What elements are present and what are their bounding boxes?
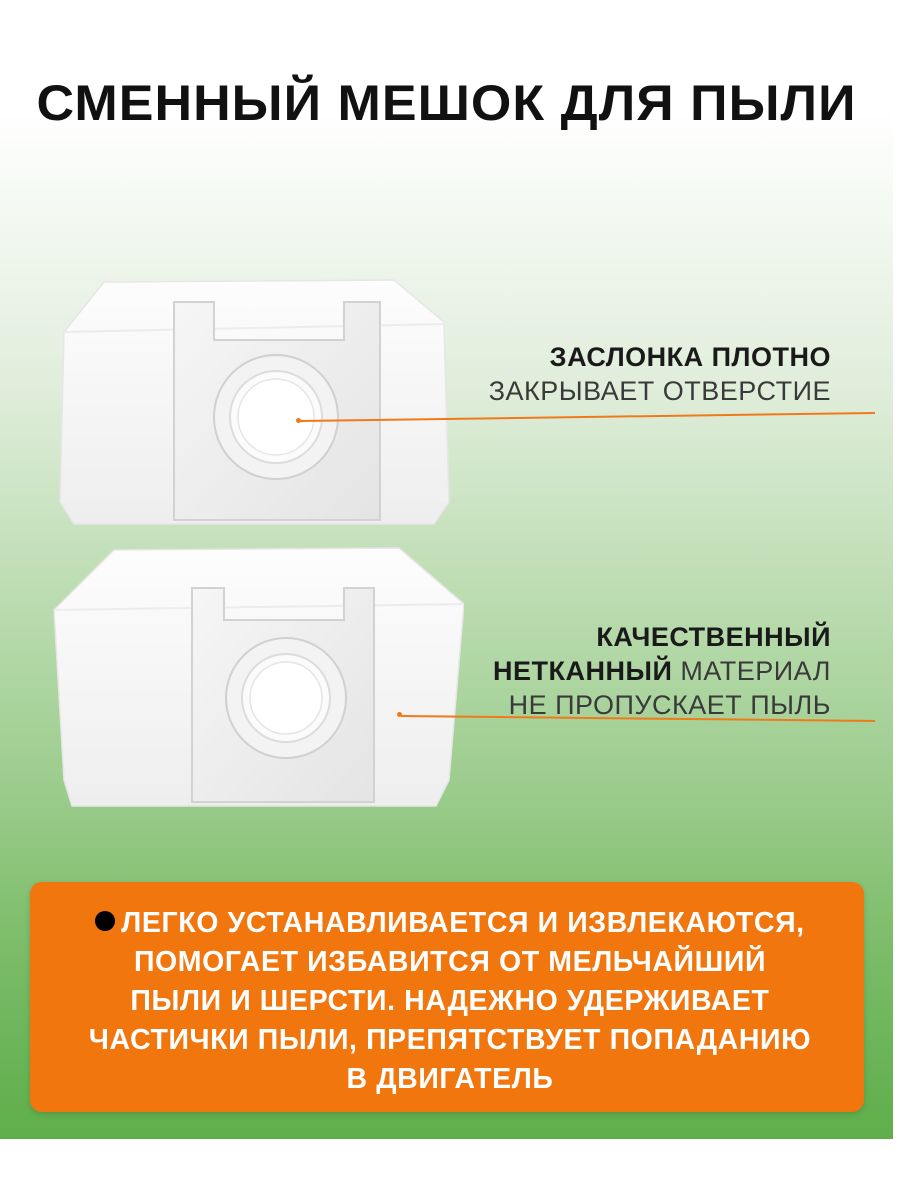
info-banner bbox=[30, 882, 864, 1112]
info-line-2: ПОМОГАЕТ ИЗБАВИТСЯ ОТ МЕЛЬЧАЙШИЙ bbox=[133, 946, 767, 978]
info-line-1-text: ЛЕГКО УСТАНАВЛИВАЕТСЯ И ИЗВЛЕКАЮТСЯ, bbox=[121, 907, 805, 939]
callout-material bbox=[493, 620, 831, 722]
info-line-5: В ДВИГАТЕЛЬ bbox=[346, 1063, 554, 1095]
info-text bbox=[50, 904, 850, 1099]
callout-flap-line1: ЗАСЛОНКА ПЛОТНО bbox=[549, 342, 831, 372]
callout-material-line2-rest: МАТЕРИАЛ bbox=[672, 656, 831, 686]
dust-bag-image-top bbox=[44, 262, 464, 532]
info-line-1 bbox=[50, 904, 850, 943]
callout-flap bbox=[489, 340, 831, 408]
page-title: СМЕННЫЙ МЕШОК ДЛЯ ПЫЛИ bbox=[36, 75, 857, 131]
callout-material-line3: НЕ ПРОПУСКАЕТ ПЫЛЬ bbox=[508, 690, 831, 720]
info-line-4: ЧАСТИЧКИ ПЫЛИ, ПРЕПЯТСТВУЕТ ПОПАДАНИЮ bbox=[88, 1024, 812, 1056]
callout-material-line2 bbox=[493, 654, 831, 688]
callout-material-line2-bold: НЕТКАННЫЙ bbox=[493, 656, 673, 686]
dust-bag-image-bottom bbox=[44, 540, 464, 810]
callout-material-line1: КАЧЕСТВЕННЫЙ bbox=[596, 622, 831, 652]
callout-flap-line2: ЗАКРЫВАЕТ ОТВЕРСТИЕ bbox=[488, 376, 831, 406]
bullet-icon bbox=[95, 911, 115, 931]
info-line-3: ПЫЛИ И ШЕРСТИ. НАДЕЖНО УДЕРЖИВАЕТ bbox=[130, 985, 770, 1017]
